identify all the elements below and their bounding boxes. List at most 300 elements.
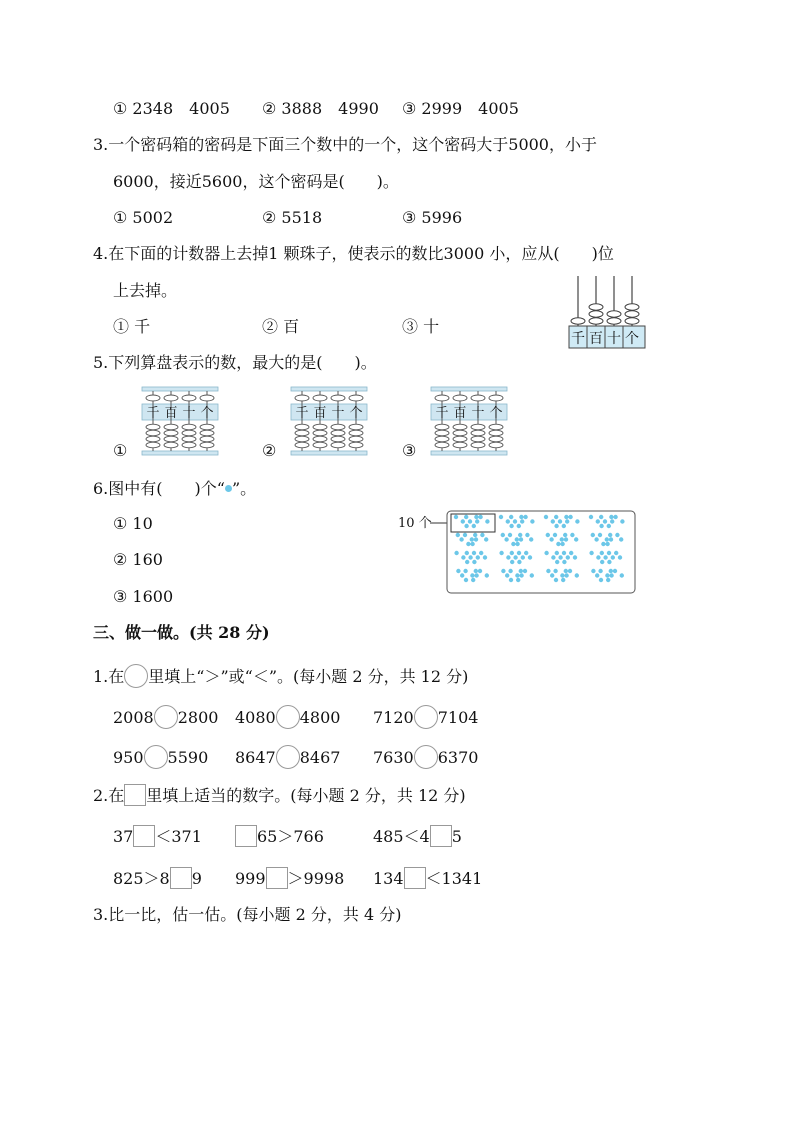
blue-dot [566, 555, 570, 559]
blue-dot [620, 573, 624, 577]
compare-circle[interactable] [414, 745, 438, 769]
blue-dot [560, 573, 564, 577]
blue-dot [505, 573, 509, 577]
abacus-bead [435, 424, 449, 430]
abacus-bead [489, 430, 503, 436]
abacus-bead [331, 442, 345, 448]
abacus-bead [471, 436, 485, 442]
blue-dot [528, 555, 532, 559]
abacus-bead [453, 430, 467, 436]
blue-dot [454, 515, 458, 519]
counter-label-hundreds: 百 [589, 331, 603, 347]
abacus-label: 个 [489, 406, 503, 421]
blue-dot [515, 542, 519, 546]
blue-dot [544, 551, 548, 555]
blue-dot [562, 551, 566, 555]
blue-dot [463, 533, 467, 537]
blue-dot [609, 569, 613, 573]
blue-dot [564, 537, 568, 541]
abacus-1 [141, 386, 219, 456]
abacus-bead [295, 442, 309, 448]
blue-dot [508, 533, 512, 537]
blue-dot [456, 569, 460, 573]
blue-dot [603, 555, 607, 559]
blue-dot [515, 573, 519, 577]
blue-dot [518, 533, 522, 537]
counter-bead [625, 304, 639, 310]
digit-item: 65＞766 [235, 825, 324, 848]
abacus-bead [200, 442, 214, 448]
blue-dot [470, 537, 474, 541]
digit-item: 134 ＜1341 [373, 869, 483, 888]
blue-dot [555, 560, 559, 564]
blue-dot [516, 578, 520, 582]
abacus-bead [349, 442, 363, 448]
blue-dot [601, 542, 605, 546]
blue-dot [553, 533, 557, 537]
q3-line2: 6000，接近5600，这个密码是( )。 [113, 172, 399, 191]
abacus-bead [295, 424, 309, 430]
abacus-label: 千 [435, 406, 449, 421]
blue-dot [506, 555, 510, 559]
blue-dot [523, 569, 527, 573]
digit-box[interactable] [133, 825, 155, 847]
blue-dot [613, 569, 617, 573]
abacus-label: 个 [200, 406, 214, 421]
abacus-bead [349, 436, 363, 442]
blue-dot [609, 537, 613, 541]
abacus-bead [313, 442, 327, 448]
blue-dot [459, 537, 463, 541]
compare-item: 2008 2800 [113, 705, 218, 729]
blue-dot [461, 519, 465, 523]
blue-dot [549, 537, 553, 541]
blue-dot [484, 537, 488, 541]
digit-box[interactable] [170, 867, 192, 889]
abacus-bead [146, 424, 160, 430]
abacus-bead [331, 424, 345, 430]
abacus-bead [349, 424, 363, 430]
blue-dot [574, 537, 578, 541]
section3-title: 三、做一做。(共 28 分) [93, 623, 270, 642]
blue-dot [600, 551, 604, 555]
abacus-bead [471, 442, 485, 448]
square-blank-icon [124, 784, 146, 806]
blue-dot [596, 555, 600, 559]
abacus-bead [295, 430, 309, 436]
abacus-bead [349, 430, 363, 436]
abacus-bead [435, 395, 449, 401]
abacus-2 [290, 386, 368, 456]
blue-dot [456, 533, 460, 537]
abacus-bead [453, 424, 467, 430]
blue-dot [499, 515, 503, 519]
blue-dot [614, 551, 618, 555]
compare-circle[interactable] [276, 745, 300, 769]
blue-dot [478, 569, 482, 573]
digit-item: 485＜4 5 [373, 827, 462, 846]
q5-marker-1: ① [113, 441, 128, 460]
blue-dot [562, 524, 566, 528]
abacus-bead [435, 430, 449, 436]
abacus-bead [453, 442, 467, 448]
q3-option-2: ② 5518 [262, 208, 323, 227]
blue-dot [615, 533, 619, 537]
blue-dot [471, 578, 475, 582]
q2-option-1: ① 2348 4005 [113, 99, 230, 118]
q6-callout-label: 10 个 [398, 516, 432, 531]
blue-dot [525, 533, 529, 537]
blue-dot [473, 533, 477, 537]
q5-text: 5.下列算盘表示的数，最大的是( )。 [93, 353, 377, 372]
digit-item: 999 ＞9998 [235, 869, 345, 888]
blue-dot [510, 551, 514, 555]
blue-dot [595, 573, 599, 577]
abacus-label: 千 [295, 406, 309, 421]
compare-circle[interactable] [276, 705, 300, 729]
blue-dot [605, 542, 609, 546]
blue-dot [519, 573, 523, 577]
blue-dot [520, 519, 524, 523]
blue-dot [546, 569, 550, 573]
compare-circle[interactable] [414, 705, 438, 729]
blue-dot [501, 533, 505, 537]
blue-dot [609, 573, 613, 577]
abacus-bead [146, 395, 160, 401]
blue-dot [564, 573, 568, 577]
abacus-bead [182, 430, 196, 436]
blue-dot [573, 555, 577, 559]
blue-dot [476, 555, 480, 559]
q3-line1: 3.一个密码箱的密码是下面三个数中的一个，这个密码大于5000，小于 [93, 135, 597, 154]
dot-grid [446, 510, 636, 594]
compare-item: 8647 8467 [235, 745, 340, 769]
abacus-bead [453, 395, 467, 401]
blue-dot [474, 537, 478, 541]
blue-dot [517, 551, 521, 555]
abacus-bead [471, 395, 485, 401]
compare-circle[interactable] [144, 745, 168, 769]
digit-box[interactable] [266, 867, 288, 889]
q3-option-3: ③ 5996 [402, 208, 463, 227]
counter-bead [571, 318, 585, 324]
abacus-label: 十 [471, 406, 485, 421]
counter-bead [607, 318, 621, 324]
blue-dot [591, 533, 595, 537]
blue-dot [603, 519, 607, 523]
blue-dot [599, 515, 603, 519]
abacus-bead [200, 430, 214, 436]
blue-dot [605, 537, 609, 541]
counter-bead [589, 311, 603, 317]
blue-dot [517, 524, 521, 528]
blue-dot [565, 519, 569, 523]
blue-dot [474, 569, 478, 573]
blue-dot [474, 573, 478, 577]
abacus-bead [200, 436, 214, 442]
compare-circle[interactable] [154, 705, 178, 729]
digit-box[interactable] [235, 825, 257, 847]
abacus-bead [200, 395, 214, 401]
blue-dot [563, 533, 567, 537]
blue-dot [480, 533, 484, 537]
blue-dot [546, 533, 550, 537]
q4-option-1: ① 千 [113, 317, 151, 336]
abacus-bead [331, 430, 345, 436]
abacus-bead [435, 442, 449, 448]
abacus-label: 个 [349, 406, 363, 421]
blue-dot [472, 560, 476, 564]
abacus-label: 十 [331, 406, 345, 421]
s3q1-instruction [93, 664, 468, 688]
blue-dot [550, 573, 554, 577]
blue-dot [607, 551, 611, 555]
blue-dot [556, 542, 560, 546]
abacus-bead [313, 436, 327, 442]
blue-dot [598, 533, 602, 537]
blue-dot [506, 519, 510, 523]
blue-dot [468, 519, 472, 523]
blue-dot [554, 524, 558, 528]
counter-bead [607, 311, 621, 317]
abacus-bead [164, 442, 178, 448]
blue-dot [508, 569, 512, 573]
compare-item: 7120 7104 [373, 705, 478, 729]
blue-dot [607, 560, 611, 564]
abacus-label: 千 [146, 406, 160, 421]
blue-dot [479, 551, 483, 555]
blue-dot [499, 551, 503, 555]
abacus-bead [146, 436, 160, 442]
blue-dot [599, 524, 603, 528]
digit-item: 37 ＜371 [113, 827, 202, 846]
q6-text-before: 6.图中有( )个“ [93, 479, 225, 498]
blue-dot [561, 578, 565, 582]
abacus-bead [182, 436, 196, 442]
s3q2-instruction [93, 784, 466, 807]
abacus-3 [430, 386, 508, 456]
blue-dot [558, 519, 562, 523]
blue-dot [599, 578, 603, 582]
blue-dot [607, 524, 611, 528]
blue-dot [589, 551, 593, 555]
q4-option-3: ③ 十 [402, 317, 440, 336]
blue-dot [551, 519, 555, 523]
blue-dot [530, 573, 534, 577]
abacus-bead [295, 436, 309, 442]
abacus-bead [349, 395, 363, 401]
blue-dot-icon [225, 485, 232, 492]
blue-dot [606, 578, 610, 582]
s3q3-text: 3.比一比，估一估。(每小题 2 分，共 4 分) [93, 905, 402, 924]
abacus-bead [435, 436, 449, 442]
abacus-bead [295, 395, 309, 401]
abacus-bead [471, 430, 485, 436]
blue-dot [564, 515, 568, 519]
blue-dot [591, 569, 595, 573]
q4-option-2: ② 百 [262, 317, 300, 336]
blue-dot [610, 519, 614, 523]
blue-dot [575, 519, 579, 523]
blue-dot [594, 537, 598, 541]
blue-dot [544, 515, 548, 519]
blue-dot [554, 578, 558, 582]
blue-dot [470, 573, 474, 577]
blue-dot [461, 555, 465, 559]
blue-dot [463, 569, 467, 573]
abacus-bead [331, 436, 345, 442]
blue-dot [619, 537, 623, 541]
blue-dot [529, 537, 533, 541]
counter-label-ones: 个 [625, 331, 639, 347]
blue-dot [555, 551, 559, 555]
abacus-bead [182, 395, 196, 401]
q6-text [93, 478, 256, 500]
digit-box[interactable] [430, 825, 452, 847]
blue-dot [513, 555, 517, 559]
blue-dot [465, 560, 469, 564]
blue-dot [464, 515, 468, 519]
s3q1-before: 1.在 [93, 667, 125, 686]
s3q1-after: 里填上“＞”或“＜”。(每小题 2 分，共 12 分) [148, 667, 469, 686]
q5-marker-3: ③ [402, 441, 417, 460]
blue-dot [472, 524, 476, 528]
blue-dot [465, 551, 469, 555]
s3q2-before: 2.在 [93, 786, 125, 805]
abacus-label: 百 [164, 406, 178, 421]
blue-dot [562, 560, 566, 564]
blue-dot [519, 537, 523, 541]
abacus-bead [331, 395, 345, 401]
abacus-bead [164, 424, 178, 430]
abacus-bead [313, 430, 327, 436]
counter-bead [625, 311, 639, 317]
abacus-label: 百 [313, 406, 327, 421]
blue-dot [509, 524, 513, 528]
blue-dot [609, 515, 613, 519]
digit-item: 825＞8 9 [113, 869, 202, 888]
abacus-bead [471, 424, 485, 430]
abacus-bead [489, 395, 503, 401]
blue-dot [596, 519, 600, 523]
blue-dot [485, 519, 489, 523]
circle-blank-icon [124, 664, 148, 688]
abacus-bead [182, 442, 196, 448]
digit-box[interactable] [404, 867, 426, 889]
abacus-label: 十 [182, 406, 196, 421]
blue-dot [517, 560, 521, 564]
q4-line2: 上去掉。 [113, 281, 178, 300]
q6-option-3: ③ 1600 [113, 587, 174, 606]
blue-dot [464, 578, 468, 582]
counter-label-thousands: 千 [571, 331, 585, 347]
blue-dot [613, 515, 617, 519]
blue-dot [524, 551, 528, 555]
s3q2-after: 里填上适当的数字。(每小题 2 分，共 12 分) [146, 786, 466, 805]
q4-line1: 4.在下面的计数器上去掉1 颗珠子，使表示的数比3000 小，应从( )位 [93, 244, 614, 263]
blue-dot [472, 551, 476, 555]
blue-dot [483, 555, 487, 559]
abacus-bead [313, 395, 327, 401]
blue-dot [554, 515, 558, 519]
blue-dot [468, 555, 472, 559]
blue-dot [504, 537, 508, 541]
abacus-bead [182, 424, 196, 430]
counter-label-tens: 十 [607, 331, 621, 347]
compare-item: 950 5590 [113, 745, 208, 769]
abacus-bead [453, 436, 467, 442]
blue-dot [521, 555, 525, 559]
blue-dot [569, 551, 573, 555]
blue-dot [475, 519, 479, 523]
blue-dot [474, 515, 478, 519]
counter-bead [625, 318, 639, 324]
blue-dot [570, 533, 574, 537]
blue-dot [560, 537, 564, 541]
abacus-bead [146, 430, 160, 436]
blue-dot [605, 573, 609, 577]
abacus-bead [200, 424, 214, 430]
blue-dot [568, 515, 572, 519]
q2-option-2: ② 3888 4990 [262, 99, 379, 118]
blue-dot [466, 542, 470, 546]
blue-dot [620, 519, 624, 523]
blue-dot [464, 524, 468, 528]
blue-dot [600, 560, 604, 564]
abacus-bead [164, 395, 178, 401]
blue-dot [509, 578, 513, 582]
blue-dot [523, 515, 527, 519]
blue-dot [564, 569, 568, 573]
q6-option-2: ② 160 [113, 550, 163, 569]
blue-dot [460, 573, 464, 577]
blue-dot [509, 515, 513, 519]
abacus-bead [489, 442, 503, 448]
q3-option-1: ① 5002 [113, 208, 174, 227]
q2-option-3: ③ 2999 4005 [402, 99, 519, 118]
blue-dot [558, 555, 562, 559]
blue-dot [513, 519, 517, 523]
blue-dot [470, 542, 474, 546]
blue-dot [575, 573, 579, 577]
abacus-bead [489, 424, 503, 430]
abacus-bead [164, 430, 178, 436]
blue-dot [530, 519, 534, 523]
blue-dot [519, 569, 523, 573]
blue-dot [519, 515, 523, 519]
blue-dot [589, 515, 593, 519]
blue-dot [618, 555, 622, 559]
blue-dot [478, 515, 482, 519]
blue-dot [553, 569, 557, 573]
blue-dot [454, 551, 458, 555]
blue-dot [568, 569, 572, 573]
abacus-bead [164, 436, 178, 442]
blue-dot [485, 573, 489, 577]
blue-dot [511, 542, 515, 546]
compare-item: 7630 6370 [373, 745, 478, 769]
blue-dot [510, 560, 514, 564]
blue-dot [611, 555, 615, 559]
counting-frame [565, 272, 649, 352]
abacus-label: 百 [453, 406, 467, 421]
counter-bead [589, 318, 603, 324]
compare-item: 4080 4800 [235, 705, 340, 729]
blue-dot [598, 569, 602, 573]
abacus-bead [489, 436, 503, 442]
q6-text-after: ”。 [231, 479, 257, 498]
counter-bead [589, 304, 603, 310]
